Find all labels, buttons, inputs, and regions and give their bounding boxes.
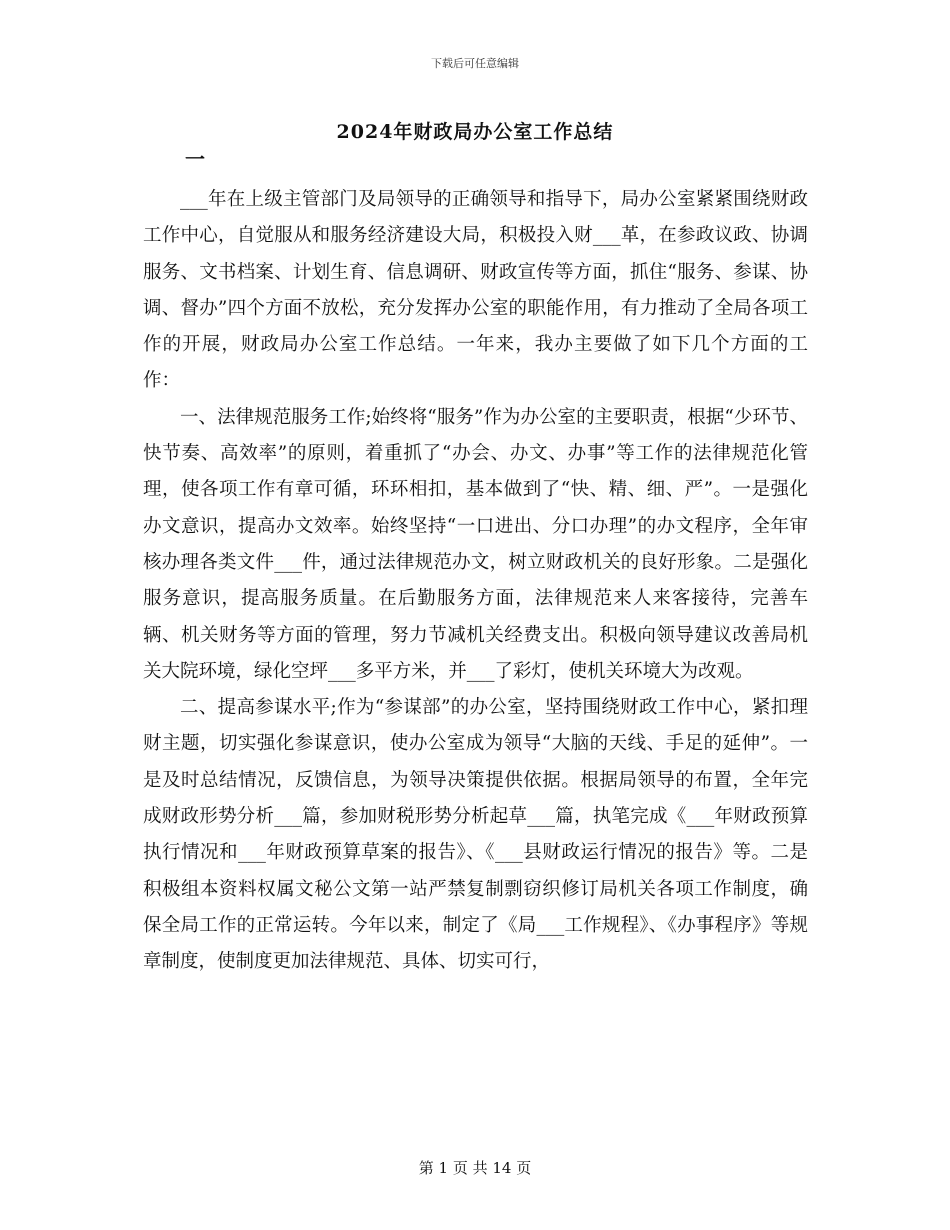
paragraph-advisory: 二、提高参谋水平;作为“参谋部”的办公室，坚持围绕财政工作中心，紧扣理财主题，切实强化参谋意识，使办公室成为领导“大脑的天线、手足的延伸”。一是及时总结情况，反馈信息，为领导决策提供依据。根据局领导的布置，全年完成财政形势分析___篇，参加财税形势分析起草___篇，执笔完成《___年财政预算执行情况和___年财政预算草案的报告》、《___县财政运行情况的报告》等。二是积极组本资料权属文秘公文第一站严禁复制剽窃织修订局机关各项工作制度，确保全局工作的正常运转。今年以来，制定了《局___工作规程》、《办事程序》等规章制度，使制度更加法律规范、具体、切实可行， <box>143 697 808 973</box>
section-dash: 一 <box>185 147 205 171</box>
document-title: 2024年财政局办公室工作总结 <box>336 121 614 143</box>
paragraph-intro: ___年在上级主管部门及局领导的正确领导和指导下，局办公室紧紧围绕财政工作中心，自觉服从和服务经济建设大局，积极投入财___革，在参政议政、协调服务、文书档案、计划生育、信息调研、财政宣传等方面，抓住“服务、参谋、协调、督办”四个方面不放松，充分发挥办公室的职能作用，有力推动了全局各项工作的开展，财政局办公室工作总结。一年来，我办主要做了如下几个方面的工作： <box>143 189 808 392</box>
header-note: 下载后可任意编辑 <box>431 57 519 70</box>
page-footer: 第 1 页 共 14 页 <box>418 1159 532 1177</box>
document-body <box>143 182 808 981</box>
paragraph-service: 一、法律规范服务工作;始终将“服务”作为办公室的主要职责，根据“少环节、快节奏、高效率”的原则，着重抓了“办会、办文、办事”等工作的法律规范化管理，使各项工作有章可循，环环相扣，基本做到了“快、精、细、严”。一是强化办文意识，提高办文效率。始终坚持“一口进出、分口办理”的办文程序，全年审核办理各类文件___件，通过法律规范办文，树立财政机关的良好形象。二是强化服务意识，提高服务质量。在后勤服务方面，法律规范来人来客接待，完善车辆、机关财务等方面的管理，努力节减机关经费支出。积极向领导建议改善局机关大院环境，绿化空坪___多平方米，并___了彩灯，使机关环境大为改观。 <box>143 406 808 682</box>
